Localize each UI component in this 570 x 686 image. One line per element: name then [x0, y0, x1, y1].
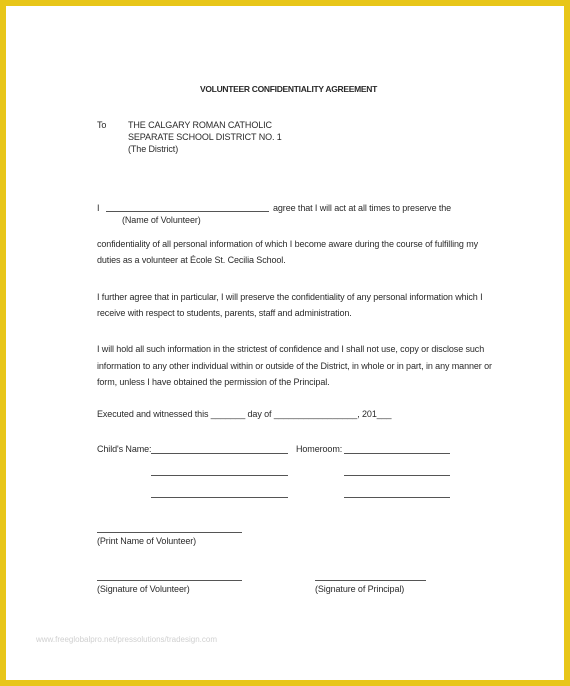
to-label: To: [97, 120, 107, 130]
paragraph-3-line-3: form, unless I have obtained the permission of the Principal.: [97, 377, 330, 387]
print-name-label: (Print Name of Volunteer): [97, 536, 197, 546]
addressee-line-2: SEPARATE SCHOOL DISTRICT NO. 1: [128, 132, 282, 142]
paragraph-3-line-2: information to any other individual within or outside of the District, in whole or in part, in any manner or: [97, 361, 492, 371]
name-of-volunteer-label: (Name of Volunteer): [122, 215, 201, 225]
volunteer-name-line[interactable]: [106, 211, 269, 212]
volunteer-signature-label: (Signature of Volunteer): [97, 584, 190, 594]
document-page: [6, 6, 564, 680]
document-title: VOLUNTEER CONFIDENTIALITY AGREEMENT: [200, 84, 377, 94]
print-name-line[interactable]: [97, 532, 242, 533]
watermark: www.freeglobalpro.net/pressolutions/tradesign.com: [36, 635, 217, 644]
homeroom-line-1[interactable]: [344, 453, 450, 454]
childs-name-line-2[interactable]: [151, 475, 288, 476]
paragraph-3-line-1: I will hold all such information in the strictest of confidence and I shall not use, copy or disclose such: [97, 344, 485, 354]
volunteer-signature-line[interactable]: [97, 580, 242, 581]
agree-text: agree that I will act at all times to preserve the: [273, 203, 452, 213]
childs-name-line-1[interactable]: [151, 453, 288, 454]
homeroom-line-3[interactable]: [344, 497, 450, 498]
addressee-line-3: (The District): [128, 144, 179, 154]
childs-name-label: Child's Name:: [97, 444, 152, 454]
homeroom-label: Homeroom:: [296, 444, 343, 454]
paragraph-2-line-1: I further agree that in particular, I will preserve the confidentiality of any personal information which I: [97, 292, 483, 302]
principal-signature-label: (Signature of Principal): [315, 584, 405, 594]
addressee-line-1: THE CALGARY ROMAN CATHOLIC: [128, 120, 272, 130]
childs-name-line-3[interactable]: [151, 497, 288, 498]
paragraph-1-line-1: confidentiality of all personal information of which I become aware during the course of fulfilling my: [97, 239, 479, 249]
i-label: I: [97, 203, 100, 213]
homeroom-line-2[interactable]: [344, 475, 450, 476]
paragraph-1-line-2: duties as a volunteer at École St. Cecilia School.: [97, 255, 286, 265]
paragraph-2-line-2: receive with respect to students, parents, staff and administration.: [97, 308, 352, 318]
executed-text: Executed and witnessed this _______ day of _________________, 201___: [97, 409, 392, 419]
principal-signature-line[interactable]: [315, 580, 426, 581]
